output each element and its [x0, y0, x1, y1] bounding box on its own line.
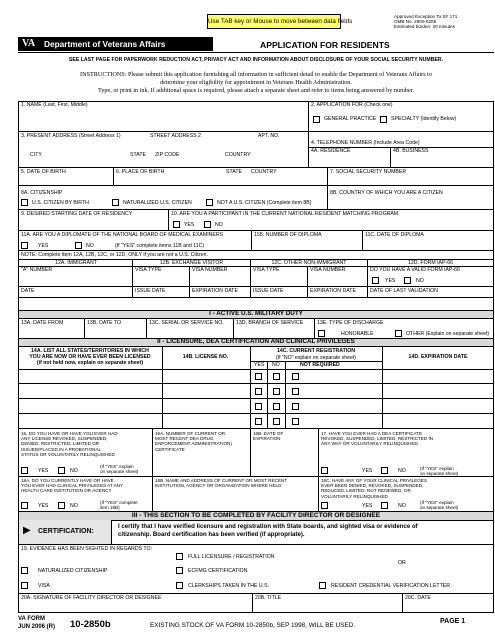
last-validation-label: DATE OF LAST VALIDATION: [370, 288, 438, 294]
naturalized-label: NATURALIZED U.S. CITIZEN: [123, 200, 192, 206]
us-citizen-birth-checkbox[interactable]: [21, 199, 28, 206]
specialty-label: SPECIALTY (Identify Below): [391, 116, 457, 122]
country-citizen-label: 8B. COUNTRY OF WHICH YOU ARE A CITIZEN: [330, 190, 443, 196]
expiration-date-label-12c: EXPIRATION DATE: [310, 288, 356, 294]
diplomate-yes-checkbox[interactable]: [21, 242, 28, 249]
date-to-label: 13B. DATE TO: [87, 320, 122, 326]
q17-no-label: NO: [398, 468, 406, 474]
ssn-label: 7. SOCIAL SECURITY NUMBER: [330, 169, 407, 175]
ecfmg-checkbox[interactable]: [176, 567, 183, 574]
iap66-yes-checkbox[interactable]: [372, 277, 379, 284]
honorable-checkbox[interactable]: [318, 330, 325, 337]
reg-no-checkbox-1[interactable]: [273, 373, 280, 380]
dob-label: 5. DATE OF BIRTH: [21, 169, 66, 175]
q18a-complete-note: (If "YES" complete item 18B): [100, 500, 138, 511]
dea-number-label: 16A. NUMBER OF CURRENT OR MOST RECENT DEA DRUG ENFORCEMENT ADMINISTRATION) CERTIFICATE: [155, 431, 232, 452]
birth-country-label: COUNTRY: [251, 169, 277, 175]
date-20c-label: 20C. DATE: [405, 595, 431, 601]
birth-state-label: STATE: [226, 169, 242, 175]
exchange-visitor-label: 12B. EXCHANGE VISITOR: [159, 260, 224, 266]
naturalized-citizenship-label: NATURALIZED CITIZENSHIP: [38, 568, 108, 574]
specialty-checkbox[interactable]: [380, 116, 387, 123]
visa-checkbox[interactable]: [21, 582, 28, 589]
reg-not-required-checkbox-1[interactable]: [292, 373, 299, 380]
note-12: NOTE: Complete item 12A, 12B, 12C, or 12D, ONLY if you are not a U.S. Citizen.: [21, 252, 208, 258]
q18c-no-label: NO: [398, 503, 406, 509]
immigrant-label: 12A. IMMIGRANT: [55, 260, 97, 266]
instructions: INSTRUCTIONS: Please submit this application furnishing all information in sufficient detail to enable the Department of Veterans Affairs to determine your eligibility for appointment in Veterans Health Administration. Type, or print in ink. If additional space is required, please attach a separate sheet and refer to items being answered by number.: [80, 71, 432, 94]
us-citizen-birth-label: U.S. CITIZEN BY BIRTH: [32, 200, 89, 206]
iap66-no-checkbox[interactable]: [404, 277, 411, 284]
ecfmg-label: ECFMG CERTIFICATION: [188, 568, 248, 574]
certification-label-box: [19, 520, 111, 544]
or-label: OR: [398, 560, 406, 566]
q15-yes-checkbox[interactable]: [21, 467, 28, 474]
license-revoked-question: 15. DO YOU HAVE OR HAVE YOU EVER HAD ANY LICENSE REVOKED, SUSPENDED, DENIED, RESTRICTED, LIMITED OR ISSUED/PLACED IN A PROBATIONAL STATUS OR VOLUNTARILY RELINQUISHED: [21, 431, 118, 457]
nrmp-no-label: NO: [215, 222, 223, 228]
issue-date-label-12b: ISSUE DATE: [135, 288, 166, 294]
honorable-label: HONORABLE: [341, 331, 374, 337]
q17-no-checkbox[interactable]: [381, 467, 388, 474]
residence-label: 4A. RESIDENCE: [311, 148, 351, 154]
privileges-denied-question: 18C. HAVE ANY OF YOUR CLINICAL PRIVILEGES EVER BEEN DENIED, REVOKED, SUSPENDED, REDUCED, LIMITED, NOT RENEWED, OR VOLUNTARILY RELINQUISHED: [321, 478, 428, 499]
certification-text: I certify that I have verified licensure and registration with State boards, and sighted visa or evidence of citizenship. Board certification has been verified (if appropriate).: [118, 523, 418, 538]
iap66-label: 12D. FORM IAP-66: [408, 260, 453, 266]
general-practice-label: GENERAL PRACTICE: [324, 116, 377, 122]
country-label: COUNTRY: [225, 152, 251, 158]
form-title: APPLICATION FOR RESIDENTS: [260, 40, 390, 50]
iap66-yes-label: YES: [385, 278, 396, 284]
telephone-label: 4. TELEPHONE NUMBER (Include Area Code): [311, 140, 420, 146]
nrmp-no-checkbox[interactable]: [204, 221, 211, 228]
q17-yes-checkbox[interactable]: [321, 467, 328, 474]
business-label: 4B. BUSINESS: [393, 148, 429, 154]
q17-explain-note: (If "YES" explain on separate sheet): [420, 466, 459, 477]
reg-not-required-checkbox-2[interactable]: [292, 388, 299, 395]
agency-banner: [18, 37, 213, 51]
dea-expiration-label: 16B. DATE OF EXPIRATION: [253, 431, 284, 442]
current-registration-note: (If "NO" explain on separate sheet): [275, 355, 357, 361]
name-input[interactable]: [20, 109, 306, 130]
issue-date-label-12c: ISSUE DATE: [253, 288, 284, 294]
reg-no-checkbox-4[interactable]: [273, 418, 280, 425]
section-1-header: I - ACTIVE U.S. MILITARY DUTY: [19, 310, 493, 318]
reg-not-required-checkbox-4[interactable]: [292, 418, 299, 425]
full-licensure-label: FULL LICENSURE / REGISTRATION: [188, 554, 275, 560]
date-20c-input[interactable]: [404, 602, 492, 612]
nrmp-label: 10. ARE YOU A PARTICIPANT IN THE CURRENT NATIONAL RESIDENT MATCHING PROGRAM: [171, 211, 399, 217]
diploma-date-label: 11C. DATE OF DIPLOMA: [365, 232, 424, 238]
branch-label: 13D. BRANCH OF SERVICE: [236, 320, 304, 326]
see-last-page: SEE LAST PAGE FOR PAPERWORK REDUCTION ACT, PRIVACY ACT AND INFORMATION ABOUT DISCLOSURE OF YOUR SOCIAL SECURITY NUMBER.: [68, 57, 444, 63]
citizenship-label: 8A. CITIZENSHIP: [21, 190, 63, 196]
general-practice-checkbox[interactable]: [313, 116, 320, 123]
reg-not-required-checkbox-3[interactable]: [292, 403, 299, 410]
reg-no-checkbox-3[interactable]: [273, 403, 280, 410]
reg-yes-checkbox-3[interactable]: [255, 403, 262, 410]
full-licensure-checkbox[interactable]: [176, 553, 183, 560]
address-input[interactable]: [20, 140, 306, 151]
va-form-label: VA FORM: [18, 616, 45, 622]
expiration-date-label-12b: EXPIRATION DATE: [192, 288, 238, 294]
visa-number-label-12c: VISA NUMBER: [310, 267, 346, 273]
serial-no-label: 13C. SERIAL OR SERVICE NO.: [149, 320, 224, 326]
q18c-no-checkbox[interactable]: [381, 502, 388, 509]
title-input[interactable]: [254, 602, 400, 612]
reg-no-checkbox-2[interactable]: [273, 388, 280, 395]
q18a-no-checkbox[interactable]: [58, 502, 65, 509]
not-required-header: NOT REQUIRED: [300, 362, 340, 368]
dea-revoked-question: 17. HAVE YOU EVER HAD A DEA CERTIFICATE REVOKED, SUSPENDED, LIMITED, RESTRICTED IN ANY WAY OR VOLUNTARILY RELINQUISHED: [321, 431, 434, 447]
va-logo: VA: [22, 38, 36, 49]
certification-label: CERTIFICATION:: [38, 528, 94, 535]
visa-number-label-12b: VISA NUMBER: [192, 267, 228, 273]
resident-verification-label: RESIDENT CREDENTIAL VERIFICATION LETTER: [331, 583, 450, 589]
iap66-question: DO YOU HAVE A VALID FORM IAP-66: [370, 267, 460, 273]
q17-yes-label: YES: [362, 468, 373, 474]
q15-explain-note: (If "YES" explain on separate sheet): [100, 464, 139, 475]
q18c-explain-note: (If "YES" explain on separate sheet): [420, 500, 459, 511]
other-discharge-label: OTHER (Explain on separate sheet): [406, 331, 490, 337]
street2-label: STREET ADDRESS 2: [150, 133, 201, 139]
agency-name: Department of Veterans Affairs: [44, 39, 166, 49]
q18a-no-label: NO: [70, 503, 78, 509]
form-number: 10-2850b: [70, 619, 111, 630]
not-us-citizen-checkbox[interactable]: [206, 199, 213, 206]
city-label: CITY: [30, 152, 42, 158]
q15-yes-label: YES: [38, 468, 49, 474]
evidence-sighted-label: 19. EVIDENCE HAS BEEN SIGHTED IN REGARDS TO:: [21, 546, 152, 552]
visa-type-label-12b: VISA TYPE: [135, 267, 162, 273]
q18a-yes-label: YES: [38, 503, 49, 509]
diplomate-yes-label: YES: [38, 243, 49, 249]
date-label-12a: DATE: [21, 288, 35, 294]
states-licensed-header: 14A. LIST ALL STATES/TERRITORIES IN WHICH YOU ARE NOW OR HAVE EVER BEEN LICENSED (if not held now, explain on separate sheet): [29, 348, 151, 366]
current-registration-header: 14C. CURRENT REGISTRATION: [276, 348, 355, 354]
a-number-label: "A" NUMBER: [21, 267, 53, 273]
diplomate-no-checkbox[interactable]: [75, 242, 82, 249]
page-number: PAGE 1: [440, 618, 466, 625]
iap66-no-label: NO: [416, 278, 424, 284]
nrmp-yes-label: YES: [184, 222, 195, 228]
other-discharge-checkbox[interactable]: [395, 330, 402, 337]
reg-no-header: NO: [272, 362, 280, 368]
q15-no-label: NO: [70, 468, 78, 474]
resident-verification-checkbox[interactable]: [319, 582, 326, 589]
q18c-yes-checkbox[interactable]: [321, 502, 328, 509]
omb-approval: Approved Exception To SF 171 OMB No. 2900-0205 Estimated burden: 30 minutes: [394, 14, 458, 30]
q18a-yes-checkbox[interactable]: [21, 502, 28, 509]
section-3-header: III - THIS SECTION TO BE COMPLETED BY FACILITY DIRECTOR OR DESIGNEE: [19, 511, 493, 520]
clinical-privileges-question: 18A. DO YOU CURRENTLY HAVE OR HAVE YOU EVER HAD CLINICAL PRIVILEGES AT ANY HEALTH CARE INSTITUTION OR AGENCY: [21, 478, 124, 494]
section-2-header: II - LICENSURE, DEA CERTIFICATION AND CLINICAL PRIVILEGES: [19, 338, 493, 346]
address-label: 3. PRESENT ADDRESS (Street Address 1): [21, 133, 121, 139]
starting-date-label: 9. DESIRED STARTING DATE OF RESIDENCY: [21, 211, 133, 217]
reg-yes-header: YES: [254, 362, 265, 368]
clerkships-label: CLERKSHIPS TAKEN IN THE U.S.: [188, 583, 270, 589]
diplomate-label: 11A. ARE YOU A DIPLOMATE OF THE NATIONAL BOARD OF MEDICAL EXAMINERS: [21, 232, 224, 238]
zip-label: ZIP CODE: [155, 152, 180, 158]
visa-label: VISA: [38, 583, 50, 589]
date-from-label: 13A. DATE FROM: [21, 320, 64, 326]
q15-no-checkbox[interactable]: [58, 467, 65, 474]
apt-label: APT. NO.: [258, 133, 280, 139]
existing-stock-note: EXISTING STOCK OF VA FORM 10-2850b, SEP 1998, WILL BE USED.: [150, 622, 356, 629]
place-of-birth-label: 6. PLACE OF BIRTH: [116, 169, 165, 175]
license-no-header: 14B. LICENSE NO.: [182, 354, 229, 360]
discharge-label: 13E. TYPE OF DISCHARGE: [317, 320, 384, 326]
diploma-number-label: 11B. NUMBER OF DIPLOMA: [254, 232, 322, 238]
diplomate-no-label: NO: [86, 243, 94, 249]
tab-notice: Use TAB key or Mouse to move between data fields: [207, 14, 341, 29]
arrow-right-icon: ▶: [23, 525, 31, 536]
license-expiration-header: 14D. EXPIRATION DATE: [408, 354, 468, 360]
application-for-label: 2. APPLICATION FOR (Check one): [311, 102, 393, 108]
visa-type-label-12c: VISA TYPE: [253, 267, 280, 273]
reg-yes-checkbox-2[interactable]: [255, 388, 262, 395]
q18c-yes-label: YES: [362, 503, 373, 509]
diplomate-note: (If "YES" complete items 11B and 11C): [115, 243, 205, 249]
nrmp-yes-checkbox[interactable]: [173, 221, 180, 228]
signature-input[interactable]: [20, 602, 250, 612]
institution-label: 18B. NAME AND ADDRESS OF CURRENT OR MOST RECENT INSTITUTION, AGENCY OR ORGANIZATION WHERE HELD: [155, 478, 288, 489]
title-label: 20B. TITLE: [255, 595, 282, 601]
signature-label: 20A. SIGNATURE OF FACILITY DIRECTOR OR DESIGNEE: [21, 595, 162, 601]
not-us-citizen-label: NOT A U.S. CITIZEN (Complete item 8B): [217, 200, 312, 206]
name-label: 1. NAME (Last, First, Middle): [21, 102, 88, 108]
state-label: STATE: [130, 152, 146, 158]
naturalized-citizenship-checkbox[interactable]: [21, 567, 28, 574]
reg-yes-checkbox-1[interactable]: [255, 373, 262, 380]
form-date: JUN 2006 (R): [18, 624, 56, 630]
naturalized-checkbox[interactable]: [112, 199, 119, 206]
clerkships-checkbox[interactable]: [176, 582, 183, 589]
reg-yes-checkbox-4[interactable]: [255, 418, 262, 425]
other-nonimmigrant-label: 12C. OTHER NON-IMMIGRANT: [271, 260, 347, 266]
